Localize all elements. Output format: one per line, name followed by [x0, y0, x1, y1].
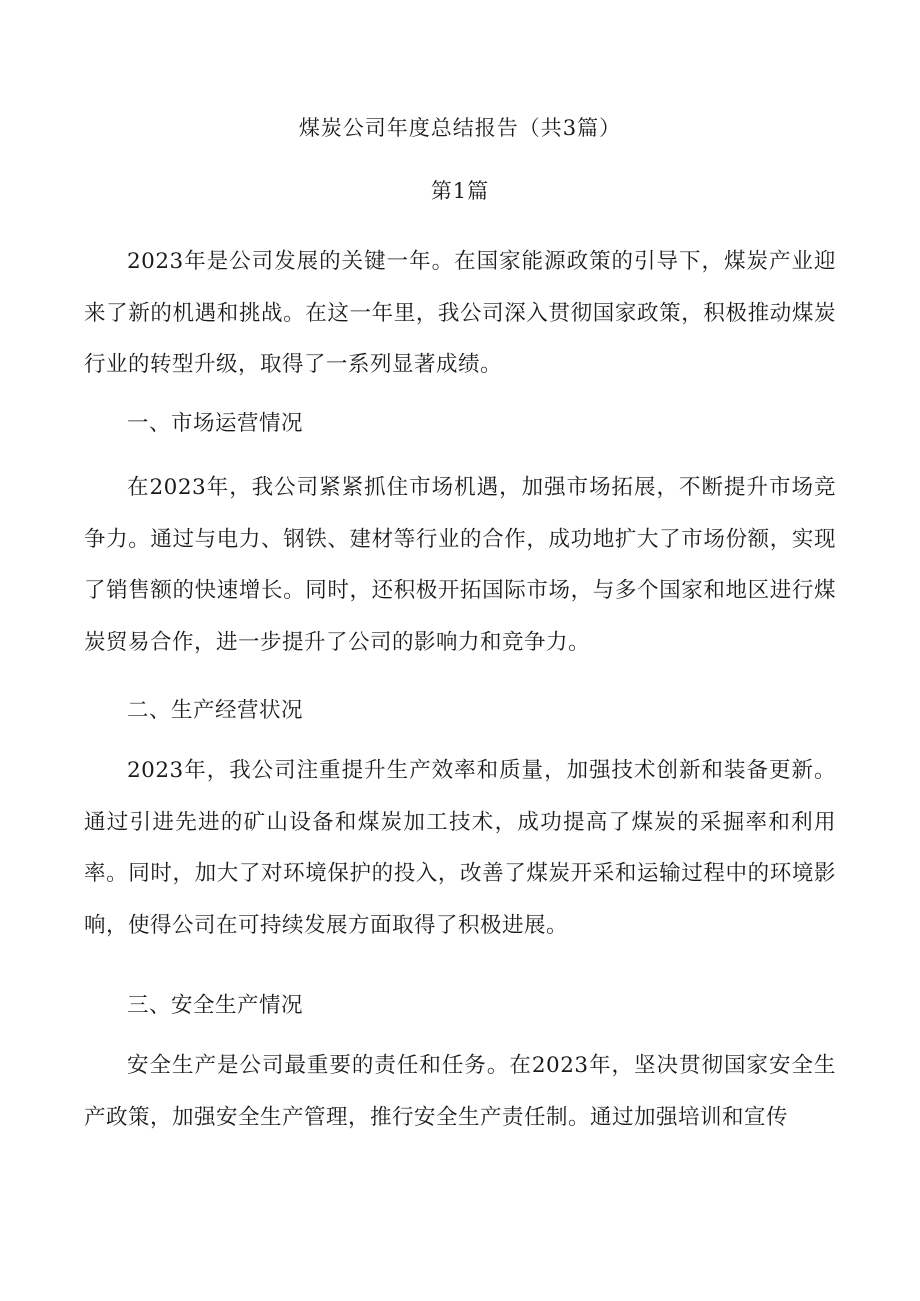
document-title: 煤炭公司年度总结报告（共3篇）	[298, 116, 622, 140]
section-heading-market: 一、市场运营情况	[127, 411, 304, 436]
section-body-production: 2023年，我公司注重提升生产效率和质量，加强技术创新和装备更新。通过引进先进的矿山设备和煤炭加工技术，成功提高了煤炭的采掘率和利用率。同时，加大了对环境保护的投入，改善了煤炭开采和运输过程中的环境影响，使得公司在可持续发展方面取得了积极进展。	[84, 758, 836, 938]
section-heading-production: 二、生产经营状况	[127, 698, 304, 723]
section-body-market: 在2023年，我公司紧紧抓住市场机遇，加强市场拓展，不断提升市场竞争力。通过与电力、钢铁、建材等行业的合作，成功地扩大了市场份额，实现了销售额的快速增长。同时，还积极开拓国际市场，与多个国家和地区进行煤炭贸易合作，进一步提升了公司的影响力和竞争力。	[84, 475, 836, 655]
part-label: 第1篇	[430, 179, 490, 203]
section-heading-safety: 三、安全生产情况	[127, 993, 304, 1018]
intro-paragraph: 2023年是公司发展的关键一年。在国家能源政策的引导下，煤炭产业迎来了新的机遇和挑战。在这一年里，我公司深入贯彻国家政策，积极推动煤炭行业的转型升级，取得了一系列显著成绩。	[84, 249, 836, 377]
section-body-safety: 安全生产是公司最重要的责任和任务。在2023年，坚决贯彻国家安全生产政策，加强安全生产管理，推行安全生产责任制。通过加强培训和宣传	[84, 1053, 836, 1130]
